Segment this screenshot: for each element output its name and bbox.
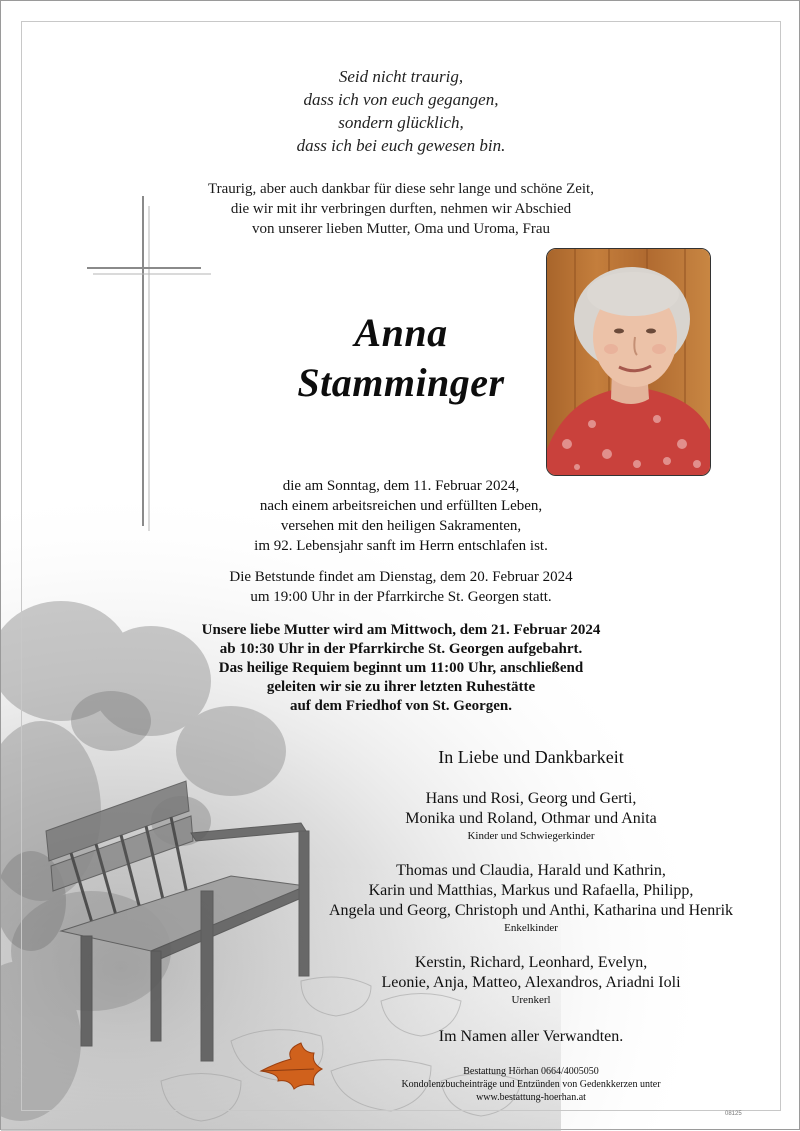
intro-line: Traurig, aber auch dankbar für diese sehr lange und schöne Zeit,	[208, 181, 594, 197]
poem-line: dass ich von euch gegangen,	[303, 90, 499, 109]
poem-line: dass ich bei euch gewesen bin.	[296, 136, 506, 155]
death-line: nach einem arbeitsreichen und erfüllten Leben,	[259, 498, 543, 514]
deceased-last-name: Stamminger	[297, 360, 505, 405]
wake-notice	[1, 567, 800, 607]
death-line: versehen mit den heiligen Sakramenten,	[280, 518, 522, 534]
deceased-first-name: Anna	[354, 310, 448, 355]
mourner-line: Karin und Matthias, Markus und Rafaella, Philipp,	[368, 882, 694, 899]
mourners-grandchildren	[311, 861, 751, 936]
mourner-group-label: Urenkerl	[511, 994, 551, 1006]
death-line: die am Sonntag, dem 11. Februar 2024,	[282, 478, 520, 494]
poem-line: Seid nicht traurig,	[338, 67, 464, 86]
mourner-line: Angela und Georg, Christoph und Anthi, Katharina und Henrik	[328, 902, 734, 919]
funeral-line: Das heilige Requiem beginnt um 11:00 Uhr, anschließend	[218, 660, 584, 676]
mourner-line: Thomas und Claudia, Harald und Kathrin,	[396, 862, 666, 879]
mourner-group-label: Kinder und Schwiegerkinder	[467, 830, 595, 842]
portrait-photo	[546, 248, 711, 476]
poem-line: sondern glücklich,	[338, 113, 464, 132]
mourners-great-grandchildren	[311, 953, 751, 1008]
mourner-line: Leonie, Anja, Matteo, Alexandros, Ariadni Ioli	[381, 974, 681, 991]
funeral-line: Unsere liebe Mutter wird am Mittwoch, dem 21. Februar 2024	[201, 622, 601, 638]
mourner-group-label: Enkelkinder	[504, 922, 558, 934]
poem	[1, 65, 800, 157]
print-stamp: 08125	[725, 1111, 742, 1117]
intro-line: von unserer lieben Mutter, Oma und Uroma, Frau	[251, 221, 551, 237]
mourner-line: Kerstin, Richard, Leonhard, Evelyn,	[414, 954, 648, 971]
mourner-line: Monika und Roland, Othmar und Anita	[405, 810, 657, 827]
intro-text	[1, 179, 800, 239]
wake-line: um 19:00 Uhr in der Pfarrkirche St. Georgen statt.	[250, 589, 552, 605]
funeral-line: ab 10:30 Uhr in der Pfarrkirche St. Georgen aufgebahrt.	[219, 641, 583, 657]
autumn-leaf-icon	[256, 1041, 326, 1091]
closing-phrase: In Liebe und Dankbarkeit	[438, 747, 624, 767]
death-notice	[1, 476, 800, 556]
footer-line: Kondolenzbucheinträge und Entzünden von Gedenkkerzen unter	[401, 1079, 661, 1090]
relatives-line: Im Namen aller Verwandten.	[438, 1028, 624, 1045]
wake-line: Die Betstunde findet am Dienstag, dem 20. Februar 2024	[229, 569, 573, 585]
footer-line: Bestattung Hörhan 0664/4005050	[463, 1066, 599, 1077]
death-line: im 92. Lebensjahr sanft im Herrn entschlafen ist.	[254, 538, 548, 554]
funeral-notice	[1, 621, 800, 716]
mourner-line: Hans und Rosi, Georg und Gerti,	[425, 790, 637, 807]
mourners-children	[311, 789, 751, 844]
funeral-line: auf dem Friedhof von St. Georgen.	[289, 698, 513, 714]
funeral-line: geleiten wir sie zu ihrer letzten Ruhestätte	[266, 679, 536, 695]
intro-line: die wir mit ihr verbringen durften, nehmen wir Abschied	[230, 201, 572, 217]
funeral-home-footer	[311, 1065, 751, 1104]
footer-link[interactable]: www.bestattung-hoerhan.at	[476, 1092, 586, 1103]
